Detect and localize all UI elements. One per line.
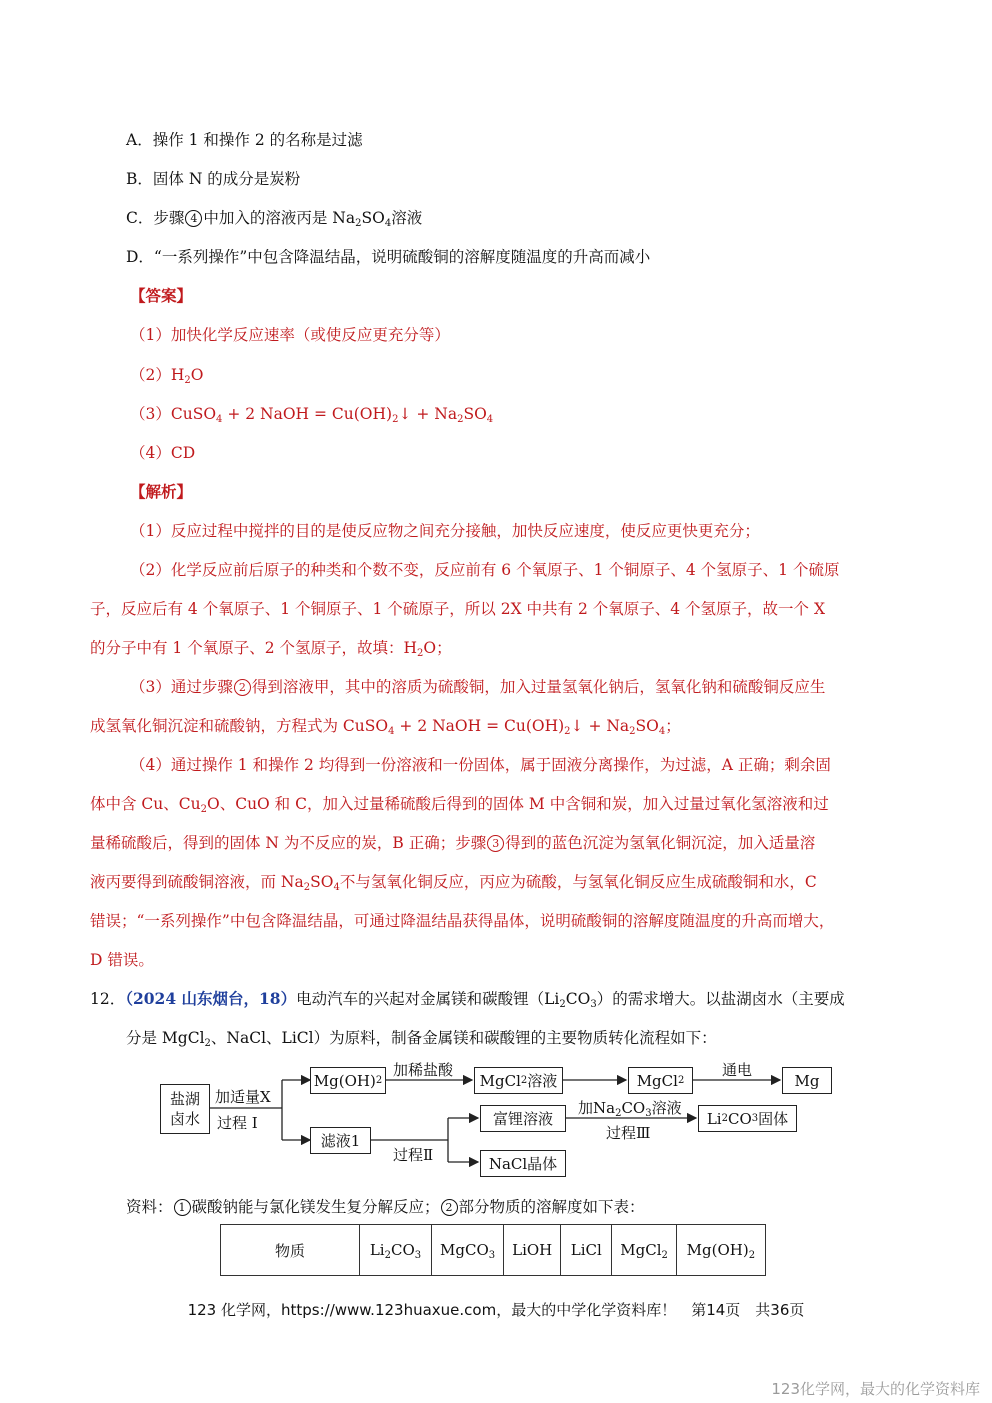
analysis-p4-l5: 错误；“一系列操作”中包含降温结晶，可通过降温结晶获得晶体，说明硫酸铜的溶解度随温度的升高而增大，	[90, 912, 835, 930]
process-2-label: 过程Ⅱ	[393, 1146, 434, 1164]
question-12-line2: 分是 MgCl$_2$、NaCl、LiCl）为原料，制备金属镁和碳酸锂的主要物质转化流程如下：	[126, 1029, 717, 1049]
analysis-p4-l1: （4）通过操作 1 和操作 2 均得到一份溶液和一份固体，属于固液分离操作，为过滤，A 正确；剩余固	[130, 756, 831, 774]
analysis-p2-l2: 子，反应后有 4 个氧原子、1 个铜原子、1 个硫原子，所以 2X 中共有 2 个氧原子、4 个氢原子，故一个 X	[90, 600, 826, 618]
option-a: A．操作 1 和操作 2 的名称是过滤	[126, 131, 363, 149]
table-header-licl: LiCl	[561, 1225, 612, 1276]
mgcl2-solution-box: MgCl 2 溶液	[474, 1067, 563, 1094]
question-12-line1: 12．（2024 山东烟台，18）电动汽车的兴起对金属镁和碳酸锂$(Li_2CO_3)$的需求增大。以盐湖卤水（主要成	[90, 989, 845, 1010]
table-header-mgcl2: MgCl$_2$	[612, 1225, 677, 1276]
step-circle-3: 3	[487, 835, 504, 852]
electrolysis-label: 通电	[722, 1061, 753, 1079]
solubility-table	[220, 1224, 766, 1276]
answer-1: （1）加快化学反应速率（或使反应更充分等）	[130, 326, 450, 344]
table-header-lioh: LiOH	[504, 1225, 561, 1276]
page-footer: 123 化学网，https://www.123huaxue.com，最大的中学化学资料库！ 第14页 共36页	[187, 1301, 805, 1319]
analysis-heading: 【解析】	[130, 482, 193, 501]
answer-2: $(2)H_2O$	[130, 366, 204, 386]
analysis-p3-l1: （3）通过步骤 2 得到溶液甲，其中的溶质为硫酸铜，加入过量氢氧化钠后，氢氧化钠和硫酸铜反应生	[130, 678, 826, 696]
brine-box: 盐湖 卤水	[160, 1084, 210, 1134]
add-na2co3-label: 加$Na_2CO_3$溶液	[578, 1099, 682, 1119]
add-hcl-label: 加稀盐酸	[393, 1061, 454, 1079]
answer-heading: 【答案】	[130, 286, 193, 305]
option-b: B．固体 N 的成分是炭粉	[126, 170, 301, 188]
answer-3: （3）CuSO$_4$ + 2 NaOH = $Cu(OH)_2↓ + Na_2SO_4$	[130, 405, 494, 425]
info-note: 资料： 1 碳酸钠能与氯化镁发生复分解反应； 2 部分物质的溶解度如下表：	[126, 1198, 645, 1216]
step-circle-4: 4	[185, 210, 202, 227]
process-1-label: 过程 I	[217, 1114, 258, 1132]
mgoh2-box: Mg(OH) 2	[310, 1067, 386, 1094]
mg-box: Mg	[782, 1067, 832, 1094]
note-circle-1: 1	[174, 1199, 191, 1216]
analysis-p4-l3: 量稀硫酸后，得到的固体 N 为不反应的炭，B 正确；步骤 3 得到的蓝色沉淀为氢氧化铜沉淀，加入适量溶	[90, 834, 816, 852]
table-header-substance: 物质	[221, 1225, 360, 1276]
step-circle-2: 2	[234, 679, 251, 696]
table-header-li2co3: $Li_2CO_3$	[360, 1225, 432, 1276]
analysis-p2-l3: 的分子中有 1 个氧原子、2 个氢原子，故填：$H_2O$；	[90, 639, 452, 659]
analysis-p4-l4: 液丙要得到硫酸铜溶液，而 $Na_2SO_4$不与氢氧化铜反应，丙应为硫酸，与氢氧化铜反应生成硫酸铜和水，C	[90, 873, 817, 893]
answer-4: （4）CD	[130, 444, 196, 462]
li-rich-solution-box: 富锂溶液	[480, 1105, 566, 1132]
table-header-mgoh2: $Mg(OH)_2$	[676, 1225, 765, 1276]
table-header-mgco3: MgCO$_3$	[432, 1225, 504, 1276]
question-source: （2024 山东烟台，18）	[125, 989, 297, 1008]
watermark: 123化学网，最大的化学资料库	[771, 1380, 980, 1398]
mgcl2-box: MgCl 2	[628, 1067, 693, 1094]
table-row	[221, 1225, 766, 1276]
li2co3-solid-box: Li 2 CO 3 固体	[698, 1105, 797, 1132]
analysis-p4-l2: 体中含 Cu、$Cu_2O$、CuO 和 C，加入过量稀硫酸后得到的固体 M 中含铜和炭，加入过量过氧化氢溶液和过	[90, 795, 829, 815]
analysis-p2-l1: （2）化学反应前后原子的种类和个数不变，反应前有 6 个氧原子、1 个铜原子、4 个氢原子、1 个硫原	[130, 561, 840, 579]
add-excess-label: 加适量X	[215, 1088, 271, 1106]
filtrate-box: 滤液1	[310, 1127, 371, 1154]
option-d: D．“一系列操作”中包含降温结晶，说明硫酸铜的溶解度随温度的升高而减小	[126, 248, 651, 266]
option-c: C．步骤 4 中加入的溶液丙是 $Na_2SO_4$溶液	[126, 209, 423, 229]
analysis-p1: （1）反应过程中搅拌的目的是使反应物之间充分接触，加快反应速度，使反应更快更充分；	[130, 522, 760, 540]
analysis-p3-l2: 成氢氧化铜沉淀和硫酸钠，方程式为 CuSO$_4$ + 2 NaOH = $Cu(OH)_2↓ + Na_2SO_4$；	[90, 717, 681, 737]
process-3-label: 过程Ⅲ	[606, 1124, 651, 1142]
note-circle-2: 2	[441, 1199, 458, 1216]
nacl-crystal-box: NaCl晶体	[480, 1150, 566, 1177]
analysis-p4-l6: D 错误。	[90, 951, 154, 969]
